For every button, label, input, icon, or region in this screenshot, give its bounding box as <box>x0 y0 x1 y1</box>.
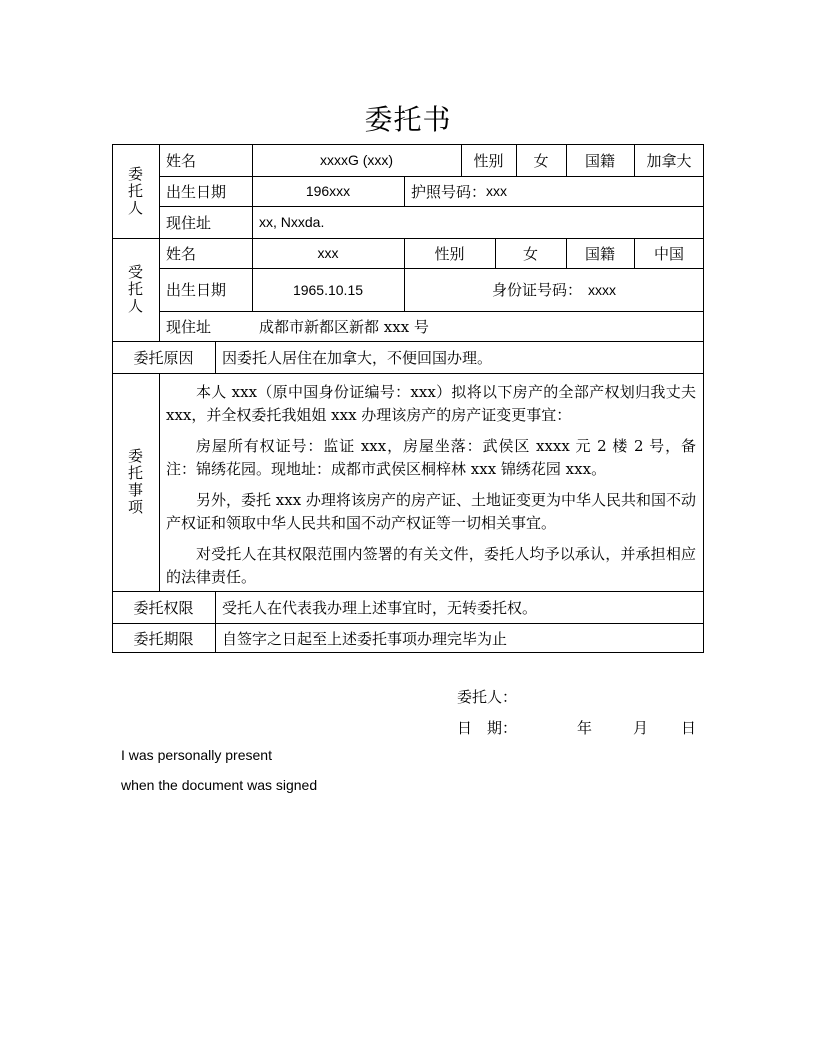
month-label: 月 <box>633 719 649 737</box>
date-label: 日 期： <box>457 719 518 737</box>
principal-nationality-label: 国籍 <box>584 151 615 170</box>
principal-birth-label: 出生日期 <box>166 182 227 201</box>
agent-section-label: 受 托 人 <box>127 263 143 315</box>
agent-gender-value: 女 <box>522 244 538 263</box>
agent-address-value: 成都市新都区新都 xxx 号 <box>259 317 429 336</box>
principal-birth-value: 196xxx <box>305 183 351 199</box>
period-label: 委托期限 <box>133 629 194 648</box>
principal-name-value: xxxxG (xxx) <box>319 152 394 168</box>
agent-id: 身份证号码： xxxx <box>491 281 616 299</box>
principal-passport: 护照号码： xxx <box>411 182 508 201</box>
principal-passport-value: xxx <box>486 183 508 199</box>
matters-paragraph: 对受托人在其权限范围内签署的有关文件，委托人均予以承认，并承担相应的法律责任。 <box>166 545 696 586</box>
matters-label: 委 托 事 项 <box>127 447 143 516</box>
authority-label: 委托权限 <box>133 598 194 617</box>
matters-paragraph: 本人 xxx（原中国身份证编号：xxx）拟将以下房产的全部产权划归我丈夫 xxx，并全权委托我姐姐 xxx 办理该房产的房产证变更事宜： <box>166 383 696 424</box>
reason-value: 因委托人居住在加拿大，不便回国办理。 <box>222 348 493 367</box>
principal-name-label: 姓名 <box>166 151 197 170</box>
principal-address-value: xx, Nxxda. <box>259 214 325 230</box>
document-title: 委托书 <box>364 103 452 136</box>
day-label: 日 <box>681 719 697 737</box>
agent-nationality-label: 国籍 <box>584 244 615 263</box>
agent-gender-label: 性别 <box>434 244 465 263</box>
agent-birth-label: 出生日期 <box>166 281 227 299</box>
principal-signature-label: 委托人： <box>457 688 518 706</box>
witness-note-line-1: I was personally present <box>121 747 272 763</box>
agent-name-label: 姓名 <box>166 244 197 263</box>
matters-paragraph: 另外，委托 xxx 办理将该房产的房产证、土地证变更为中华人民共和国不动产权证和领取中华人民共和国不动产权证等一切相关事宜。 <box>166 491 696 532</box>
agent-birth-value: 1965.10.15 <box>292 281 364 298</box>
agent-nationality-value: 中国 <box>653 244 684 263</box>
matters-paragraph: 房屋所有权证号：监证 xxx，房屋坐落：武侯区 xxxx 元 2 楼 2 号，备注：锦绣花园。现地址：成都市武侯区桐梓林 xxx 锦绣花园 xxx。 <box>166 437 696 478</box>
agent-id-value: xxxx <box>588 281 616 298</box>
agent-name-value: xxx <box>317 245 339 261</box>
principal-section-label: 委 托 人 <box>127 164 143 217</box>
authority-value: 受托人在代表我办理上述事宜时，无转委托权。 <box>222 598 538 617</box>
principal-gender-label: 性别 <box>473 151 504 170</box>
principal-nationality-value: 加拿大 <box>646 151 692 170</box>
principal-address-label: 现住址 <box>166 213 212 232</box>
principal-gender-value: 女 <box>533 151 549 170</box>
witness-note-line-2: when the document was signed <box>121 777 318 793</box>
matters-text <box>166 381 696 597</box>
period-value: 自签字之日起至上述委托事项办理完毕为止 <box>222 629 508 648</box>
agent-address-label: 现住址 <box>166 317 212 336</box>
reason-label: 委托原因 <box>133 348 194 367</box>
year-label: 年 <box>577 719 593 737</box>
